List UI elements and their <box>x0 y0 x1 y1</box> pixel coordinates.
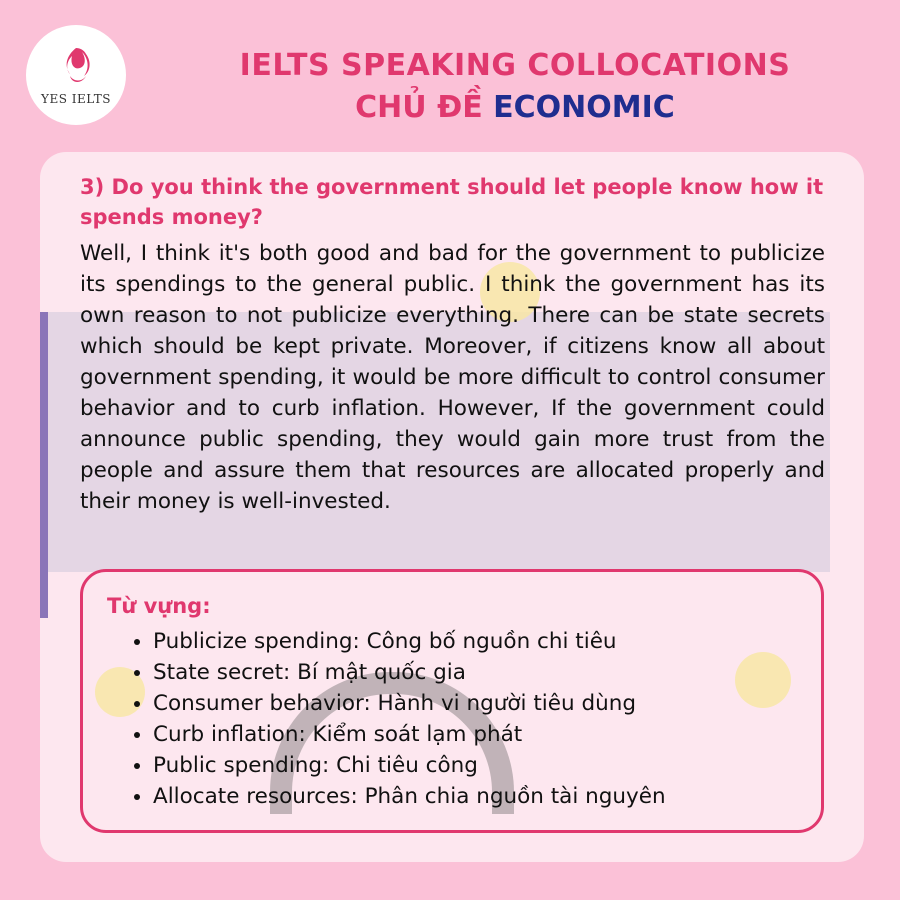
brand-logo <box>26 25 126 125</box>
list-item: • Allocate resources: Phân chia nguồn tài nguyên <box>153 781 666 812</box>
list-item: • Curb inflation: Kiểm soát lạm phát <box>153 719 666 750</box>
logo-text: YES IELTS <box>41 92 111 106</box>
decorative-side-bar <box>40 312 48 618</box>
list-item: • State secret: Bí mật quốc gia <box>153 657 666 688</box>
content-card <box>40 152 864 862</box>
list-item: • Publicize spending: Công bố nguồn chi tiêu <box>153 626 666 657</box>
question-text: 3) Do you think the government should let people know how it spends money? <box>80 175 824 229</box>
vocabulary-box <box>80 569 824 833</box>
list-item: • Public spending: Chi tiêu công <box>153 750 666 781</box>
vocabulary-list <box>133 626 666 812</box>
page-title <box>150 45 880 129</box>
title-highlight: ECONOMIC <box>493 90 675 125</box>
vocabulary-title: Từ vựng: <box>107 594 211 618</box>
answer-text: Well, I think it's both good and bad for the government to publicize its spendings to the general public. I think the government has its own reason to not publicize everything. There can be state secrets which should be kept private. Moreover, if citizens know all about government spending, it would be more difficult to control consumer behavior and to curb inflation. However, If the government could announce public spending, they would gain more trust from the people and assure them that resources are allocated properly and their money is well-invested. <box>80 241 825 514</box>
list-item: • Consumer behavior: Hành vi người tiêu dùng <box>153 688 666 719</box>
flame-logo-icon <box>56 44 96 88</box>
title-line-1: IELTS SPEAKING COLLOCATIONS <box>239 48 791 83</box>
title-line-2 <box>150 87 880 129</box>
title-prefix: CHỦ ĐỀ <box>355 90 483 125</box>
